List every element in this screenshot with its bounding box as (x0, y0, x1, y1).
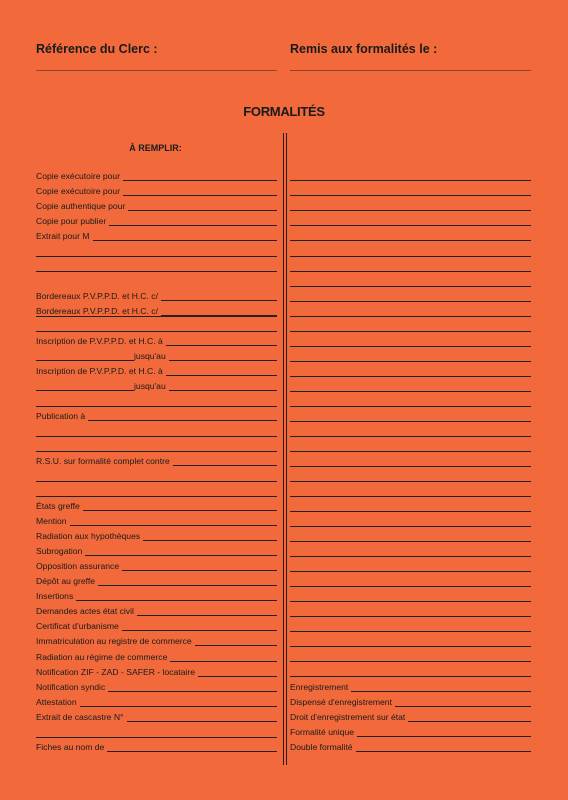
blank-line[interactable] (290, 556, 531, 557)
blank-line[interactable] (36, 271, 277, 272)
form-row (36, 169, 277, 181)
input-line[interactable] (351, 683, 531, 692)
blank-line[interactable] (290, 571, 531, 572)
blank-line[interactable] (290, 616, 531, 617)
input-line[interactable] (166, 337, 277, 346)
blank-line[interactable] (290, 301, 531, 302)
input-line[interactable] (166, 367, 277, 376)
form-row (290, 680, 531, 692)
blank-line[interactable] (290, 496, 531, 497)
blank-line[interactable] (290, 271, 531, 272)
form-row (36, 289, 277, 301)
field-label: Publication à (36, 411, 86, 421)
field-label: Radiation au régime de commerce (36, 652, 168, 662)
input-line[interactable] (107, 743, 277, 752)
field-label: Inscription de P.V.P.P.D. et H.C. à (36, 366, 163, 376)
blank-line[interactable] (290, 195, 531, 196)
input-line[interactable] (170, 653, 277, 662)
blank-line[interactable] (36, 481, 277, 482)
form-row (290, 740, 531, 752)
form-row (36, 334, 277, 346)
blank-line[interactable] (36, 331, 277, 332)
form-row (36, 695, 277, 707)
blank-line[interactable] (36, 316, 277, 317)
field-label: Opposition assurance (36, 561, 120, 571)
blank-line[interactable] (290, 240, 531, 241)
field-label: Fiches au nom de (36, 742, 105, 752)
clerk-reference-label: Référence du Clerc : (36, 42, 158, 56)
input-line[interactable] (195, 637, 277, 646)
input-line[interactable] (356, 743, 531, 752)
input-line[interactable] (128, 202, 277, 211)
blank-line[interactable] (290, 225, 531, 226)
input-line[interactable] (76, 592, 277, 601)
input-line[interactable] (127, 713, 278, 722)
blank-line[interactable] (290, 511, 531, 512)
field-label: États greffe (36, 501, 80, 511)
field-label: Copie exécutoire pour (36, 171, 121, 181)
input-line[interactable] (88, 412, 277, 421)
form-row (36, 199, 277, 211)
blank-line[interactable] (290, 466, 531, 467)
form-row (36, 409, 277, 421)
blank-line[interactable] (290, 376, 531, 377)
field-label: Inscription de P.V.P.P.D. et H.C. à (36, 336, 163, 346)
column-divider-1 (283, 133, 284, 765)
blank-line[interactable] (290, 436, 531, 437)
input-line[interactable] (36, 382, 134, 391)
blank-line[interactable] (290, 676, 531, 677)
input-line[interactable] (98, 577, 277, 586)
blank-line[interactable] (290, 256, 531, 257)
input-line[interactable] (83, 502, 277, 511)
field-label: Bordereaux P.V.P.P.D. et H.C. c/ (36, 306, 158, 316)
input-line[interactable] (173, 457, 277, 466)
form-row (36, 559, 277, 571)
input-line[interactable] (357, 728, 531, 737)
field-label: jusqu'au (134, 351, 166, 361)
blank-line[interactable] (36, 451, 277, 452)
blank-line[interactable] (290, 526, 531, 527)
input-line[interactable] (36, 352, 134, 361)
blank-line[interactable] (290, 646, 531, 647)
field-label: Notification ZIF - ZAD - SAFER - locataire (36, 667, 196, 677)
field-label: Attestation (36, 697, 77, 707)
blank-line[interactable] (290, 361, 531, 362)
field-label: Notification syndic (36, 682, 106, 692)
blank-line[interactable] (290, 331, 531, 332)
field-label: Certificat d'urbanisme (36, 621, 119, 631)
blank-line[interactable] (290, 316, 531, 317)
form-row (290, 710, 531, 722)
blank-line[interactable] (290, 451, 531, 452)
form-row (36, 544, 277, 556)
column-divider-2 (286, 133, 287, 765)
input-line[interactable] (70, 517, 277, 526)
blank-line[interactable] (290, 541, 531, 542)
field-label: Double formalité (290, 742, 353, 752)
form-row (36, 499, 277, 511)
form-row (36, 740, 277, 752)
field-label: Copie exécutoire pour (36, 186, 121, 196)
field-label: Bordereaux P.V.P.P.D. et H.C. c/ (36, 291, 158, 301)
form-row (36, 634, 277, 646)
field-label: Demandes actes état civil (36, 606, 134, 616)
blank-line[interactable] (290, 406, 531, 407)
form-row (290, 725, 531, 737)
form-row (36, 214, 277, 226)
form-row (36, 304, 277, 316)
field-label: Extrait de cascastre N° (36, 712, 124, 722)
blank-line[interactable] (290, 210, 531, 211)
blank-line[interactable] (36, 406, 277, 407)
blank-line[interactable] (290, 661, 531, 662)
remis-date-label: Remis aux formalités le : (290, 42, 438, 56)
form-row (36, 514, 277, 526)
input-line[interactable] (169, 382, 277, 391)
form-row (36, 650, 277, 662)
form-row (36, 529, 277, 541)
blank-line[interactable] (290, 421, 531, 422)
input-line[interactable] (123, 187, 277, 196)
left-column (36, 0, 277, 800)
field-label: R.S.U. sur formalité complet contre (36, 456, 170, 466)
field-label: Subrogation (36, 546, 83, 556)
field-label: Extrait pour M (36, 231, 90, 241)
input-line[interactable] (198, 668, 277, 677)
form-row (36, 589, 277, 601)
input-line[interactable] (143, 532, 277, 541)
input-line[interactable] (109, 217, 277, 226)
field-label: jusqu'au (134, 381, 166, 391)
input-line[interactable] (161, 307, 277, 316)
field-label: Mention (36, 516, 67, 526)
field-label: Dispensé d'enregistrement (290, 697, 392, 707)
field-label: Droit d'enregistrement sur état (290, 712, 406, 722)
right-column (290, 0, 531, 800)
form-row (36, 710, 277, 722)
input-line[interactable] (122, 562, 277, 571)
input-line[interactable] (108, 683, 277, 692)
form-row (36, 184, 277, 196)
blank-line[interactable] (290, 180, 531, 181)
input-line[interactable] (80, 698, 277, 707)
field-label: Radiation aux hypothèques (36, 531, 141, 541)
field-label: Immatriculation au registre de commerce (36, 636, 192, 646)
field-label: Dépôt au greffe (36, 576, 96, 586)
input-line[interactable] (123, 172, 277, 181)
input-line[interactable] (85, 547, 277, 556)
blank-line[interactable] (290, 286, 531, 287)
form-row (36, 680, 277, 692)
blank-line[interactable] (290, 391, 531, 392)
blank-line[interactable] (36, 256, 277, 257)
form-row (36, 349, 277, 361)
input-line[interactable] (408, 713, 531, 722)
blank-line[interactable] (36, 436, 277, 437)
field-label: Copie pour publier (36, 216, 107, 226)
blank-line[interactable] (290, 586, 531, 587)
input-line[interactable] (122, 622, 277, 631)
form-row (36, 665, 277, 677)
field-label: Formalité unique (290, 727, 355, 737)
field-label: Copie authentique pour (36, 201, 126, 211)
input-line[interactable] (161, 292, 277, 301)
input-line[interactable] (395, 698, 531, 707)
form-row (36, 454, 277, 466)
field-label: Enregistrement (290, 682, 349, 692)
blank-line[interactable] (36, 737, 277, 738)
input-line[interactable] (93, 232, 278, 241)
input-line[interactable] (169, 352, 277, 361)
blank-line[interactable] (290, 346, 531, 347)
blank-line[interactable] (290, 601, 531, 602)
form-row (36, 229, 277, 241)
form-row (36, 604, 277, 616)
page-title: FORMALITÉS (243, 104, 325, 119)
form-row (36, 364, 277, 376)
form-row (290, 695, 531, 707)
blank-line[interactable] (290, 631, 531, 632)
form-row (36, 574, 277, 586)
blank-line[interactable] (290, 481, 531, 482)
field-label: Insertions (36, 591, 74, 601)
blank-line[interactable] (36, 496, 277, 497)
section-subtitle: À REMPLIR: (129, 143, 182, 153)
form-row (36, 619, 277, 631)
form-row (36, 379, 277, 391)
input-line[interactable] (137, 607, 277, 616)
